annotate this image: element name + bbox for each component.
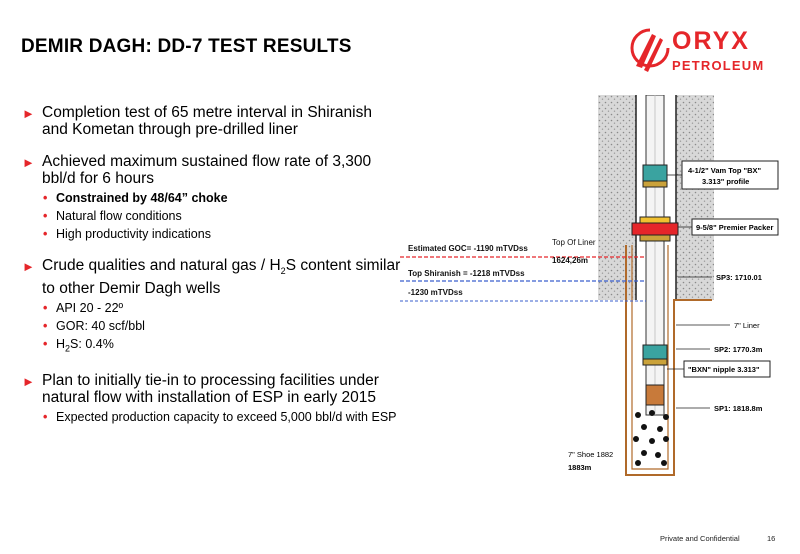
- goc-label: Estimated GOC= -1190 mTVDss: [408, 244, 528, 253]
- svg-text:3.313" profile: 3.313" profile: [702, 177, 750, 186]
- bullet-arrow-icon: ►: [22, 155, 35, 170]
- sp2-label: SP2: 1770.3m: [714, 345, 763, 354]
- bullet-tie-in-plan: ► Plan to initially tie-in to processing facilities under natural flow with installation of ESP in early 2015 • Expected production capacity to exceed 5,000 bbl/d with ESP: [22, 372, 402, 425]
- bullet-arrow-icon: ►: [22, 259, 35, 274]
- sp1-label: SP1: 1818.8m: [714, 404, 763, 413]
- perforations: [633, 410, 669, 466]
- vam-top-label: 4-1/2" Vam Top "BX": [688, 166, 762, 175]
- top-liner-depth: 1624,26m: [552, 256, 589, 265]
- formation-right: [676, 95, 714, 300]
- sub-bullet: • $H_2S$: 0.4%: [43, 337, 114, 354]
- bullet-arrow-icon: ►: [22, 373, 35, 389]
- oryx-logo: [630, 26, 780, 86]
- sub-bullet: • Expected production capacity to exceed 5,000 bbl/d with ESP: [43, 409, 397, 424]
- bullet-crude-qualities: ► Crude qualities and natural gas / $H_2S$ content similar to other Demir Dagh wells • API 20 - 22º • GOR: 40 scf/bbl • $H_2S$: 0.4%: [22, 257, 402, 357]
- top-shiranish-label: Top Shiranish = -1218 mTVDss: [408, 269, 525, 278]
- top-liner-label: Top Of Liner: [552, 238, 596, 247]
- logo-mark-icon: [630, 26, 670, 78]
- sub-bullet: • Constrained by 48/64” choke: [43, 191, 228, 205]
- shoe-depth: 1883m: [568, 463, 592, 472]
- bullet-list: [22, 104, 402, 440]
- bullet-completion: ► Completion test of 65 metre interval in Shiranish and Kometan through pre-drilled liner: [22, 104, 372, 138]
- sub-bullet: • GOR: 40 scf/bbl: [43, 319, 145, 334]
- sp3-label: SP3: 1710.01: [716, 273, 762, 282]
- bullet-flow-rate: ► Achieved maximum sustained flow rate of 3,300 bbl/d for 6 hours • Constrained by 48/64” choke • Natural flow conditions • High productivity indications: [22, 153, 402, 242]
- shoe-label: 7" Shoe 1882: [568, 450, 614, 459]
- depth-1230-label: -1230 mTVDss: [408, 288, 463, 297]
- sub-bullet: • Natural flow conditions: [43, 209, 182, 223]
- packer-label: 9-5/8" Premier Packer: [696, 223, 774, 232]
- packer: [632, 223, 678, 235]
- page-number: 16: [767, 534, 776, 543]
- logo-word: ORYX: [672, 27, 750, 55]
- sub-bullet: • High productivity indications: [43, 227, 211, 241]
- logo-sub: PETROLEUM: [672, 58, 765, 73]
- bullet-arrow-icon: ►: [22, 106, 35, 121]
- liner-7-label: 7" Liner: [734, 321, 760, 330]
- sub-bullet: • API 20 - 22º: [43, 301, 124, 316]
- footer-confidential: Private and Confidential: [660, 534, 740, 543]
- well-schematic: [400, 95, 800, 495]
- page-title: DEMIR DAGH: DD-7 TEST RESULTS: [21, 36, 352, 57]
- bxn-label: "BXN" nipple 3.313": [688, 365, 760, 374]
- formation-left: [598, 95, 636, 300]
